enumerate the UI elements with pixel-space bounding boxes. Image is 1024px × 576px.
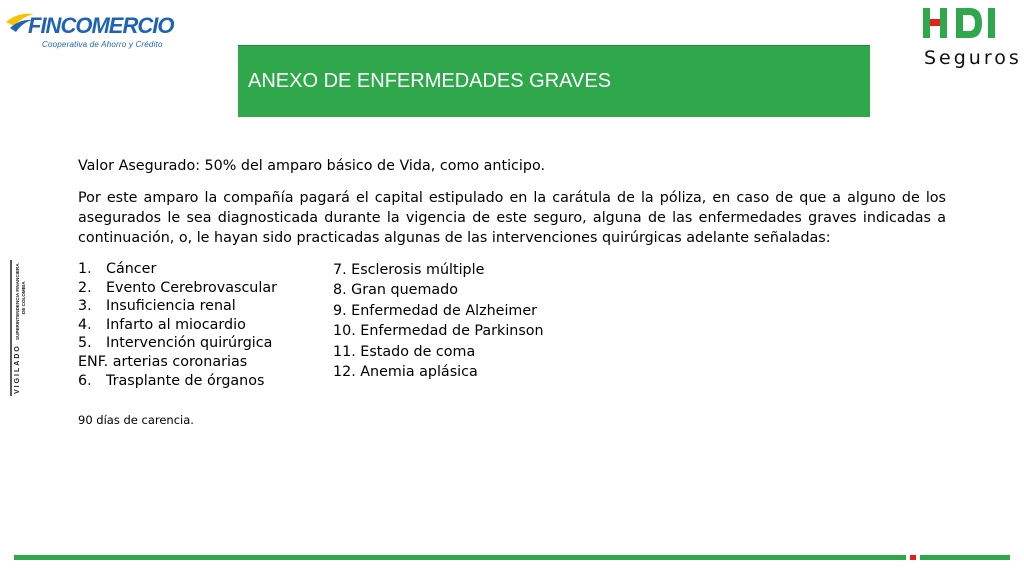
list-item-number: 3. <box>78 298 92 315</box>
vigilado-agency-line2: DE COLOMBIA <box>21 281 26 314</box>
description-paragraph: Por este amparo la compañía pagará el capital estipulado en la carátula de la póliza, en caso de que a alguno de los asegurados le sea diagnosticada durante la vigencia de este seguro, alguna de las enfermedades graves indicadas a continuación, o, le hayan sido practicadas algunas de las intervenciones quirúrgicas adelante señaladas: <box>78 190 946 246</box>
list-item: 8. Gran quemado <box>333 282 458 299</box>
title-banner <box>238 45 870 117</box>
list-item: 11. Estado de coma <box>333 343 476 360</box>
footer-red-accent <box>910 555 916 560</box>
list-item <box>78 334 328 353</box>
fincomercio-tagline: Cooperativa de Ahorro y Crédito <box>42 40 163 49</box>
footer-divider-line-right <box>920 555 1010 560</box>
right-disease-list <box>333 260 633 382</box>
list-item <box>78 297 328 316</box>
vigilado-stamp <box>8 258 30 398</box>
list-item-label: Intervención quirúrgica <box>106 335 273 352</box>
insured-value-text: Valor Asegurado: 50% del amparo básico de Vida, como anticipo. <box>78 158 546 174</box>
footer-divider-line <box>14 555 906 560</box>
list-item-number: 6. <box>78 372 92 389</box>
list-item-label: ENF. arterias coronarias <box>78 353 248 370</box>
list-item-number: 2. <box>78 279 92 296</box>
list-item: 12. Anemia aplásica <box>333 363 478 380</box>
hdi-name-text: HDI <box>920 4 922 5</box>
left-disease-list <box>78 260 328 390</box>
fincomercio-name-b: MERCIO <box>91 13 174 38</box>
list-item: 9. Enfermedad de Alzheimer <box>333 302 538 319</box>
vigilado-label: VIGILADO <box>14 344 21 394</box>
vigilado-agency-line1: SUPERINTENDENCIA FINANCIERA <box>15 263 20 340</box>
list-item <box>78 279 328 298</box>
disease-lists <box>78 260 946 410</box>
fincomercio-name-a: FINCO <box>28 13 92 38</box>
content-body <box>78 156 946 410</box>
list-item: 10. Enfermedad de Parkinson <box>333 323 544 340</box>
page-title: ANEXO DE ENFERMEDADES GRAVES <box>248 70 612 92</box>
list-item <box>78 316 328 335</box>
list-item-number: 5. <box>78 335 92 352</box>
list-item-label: Infarto al miocardio <box>106 316 246 333</box>
list-item <box>78 260 328 279</box>
fincomercio-logo <box>4 6 194 52</box>
list-item: 7. Esclerosis múltiple <box>333 262 485 278</box>
fincomercio-name <box>28 14 173 38</box>
list-item-number: 1. <box>78 261 92 277</box>
hdi-seguros-label: Seguros <box>924 47 1022 69</box>
list-item-label: Insuficiencia renal <box>106 298 236 315</box>
waiting-period-note: 90 días de carencia. <box>78 413 194 427</box>
list-item <box>78 353 328 372</box>
list-item-label: Evento Cerebrovascular <box>106 279 277 296</box>
list-item-number: 4. <box>78 316 92 333</box>
list-item <box>78 372 328 391</box>
list-item-label: Trasplante de órganos <box>106 372 265 389</box>
list-item-label: Cáncer <box>106 261 157 277</box>
